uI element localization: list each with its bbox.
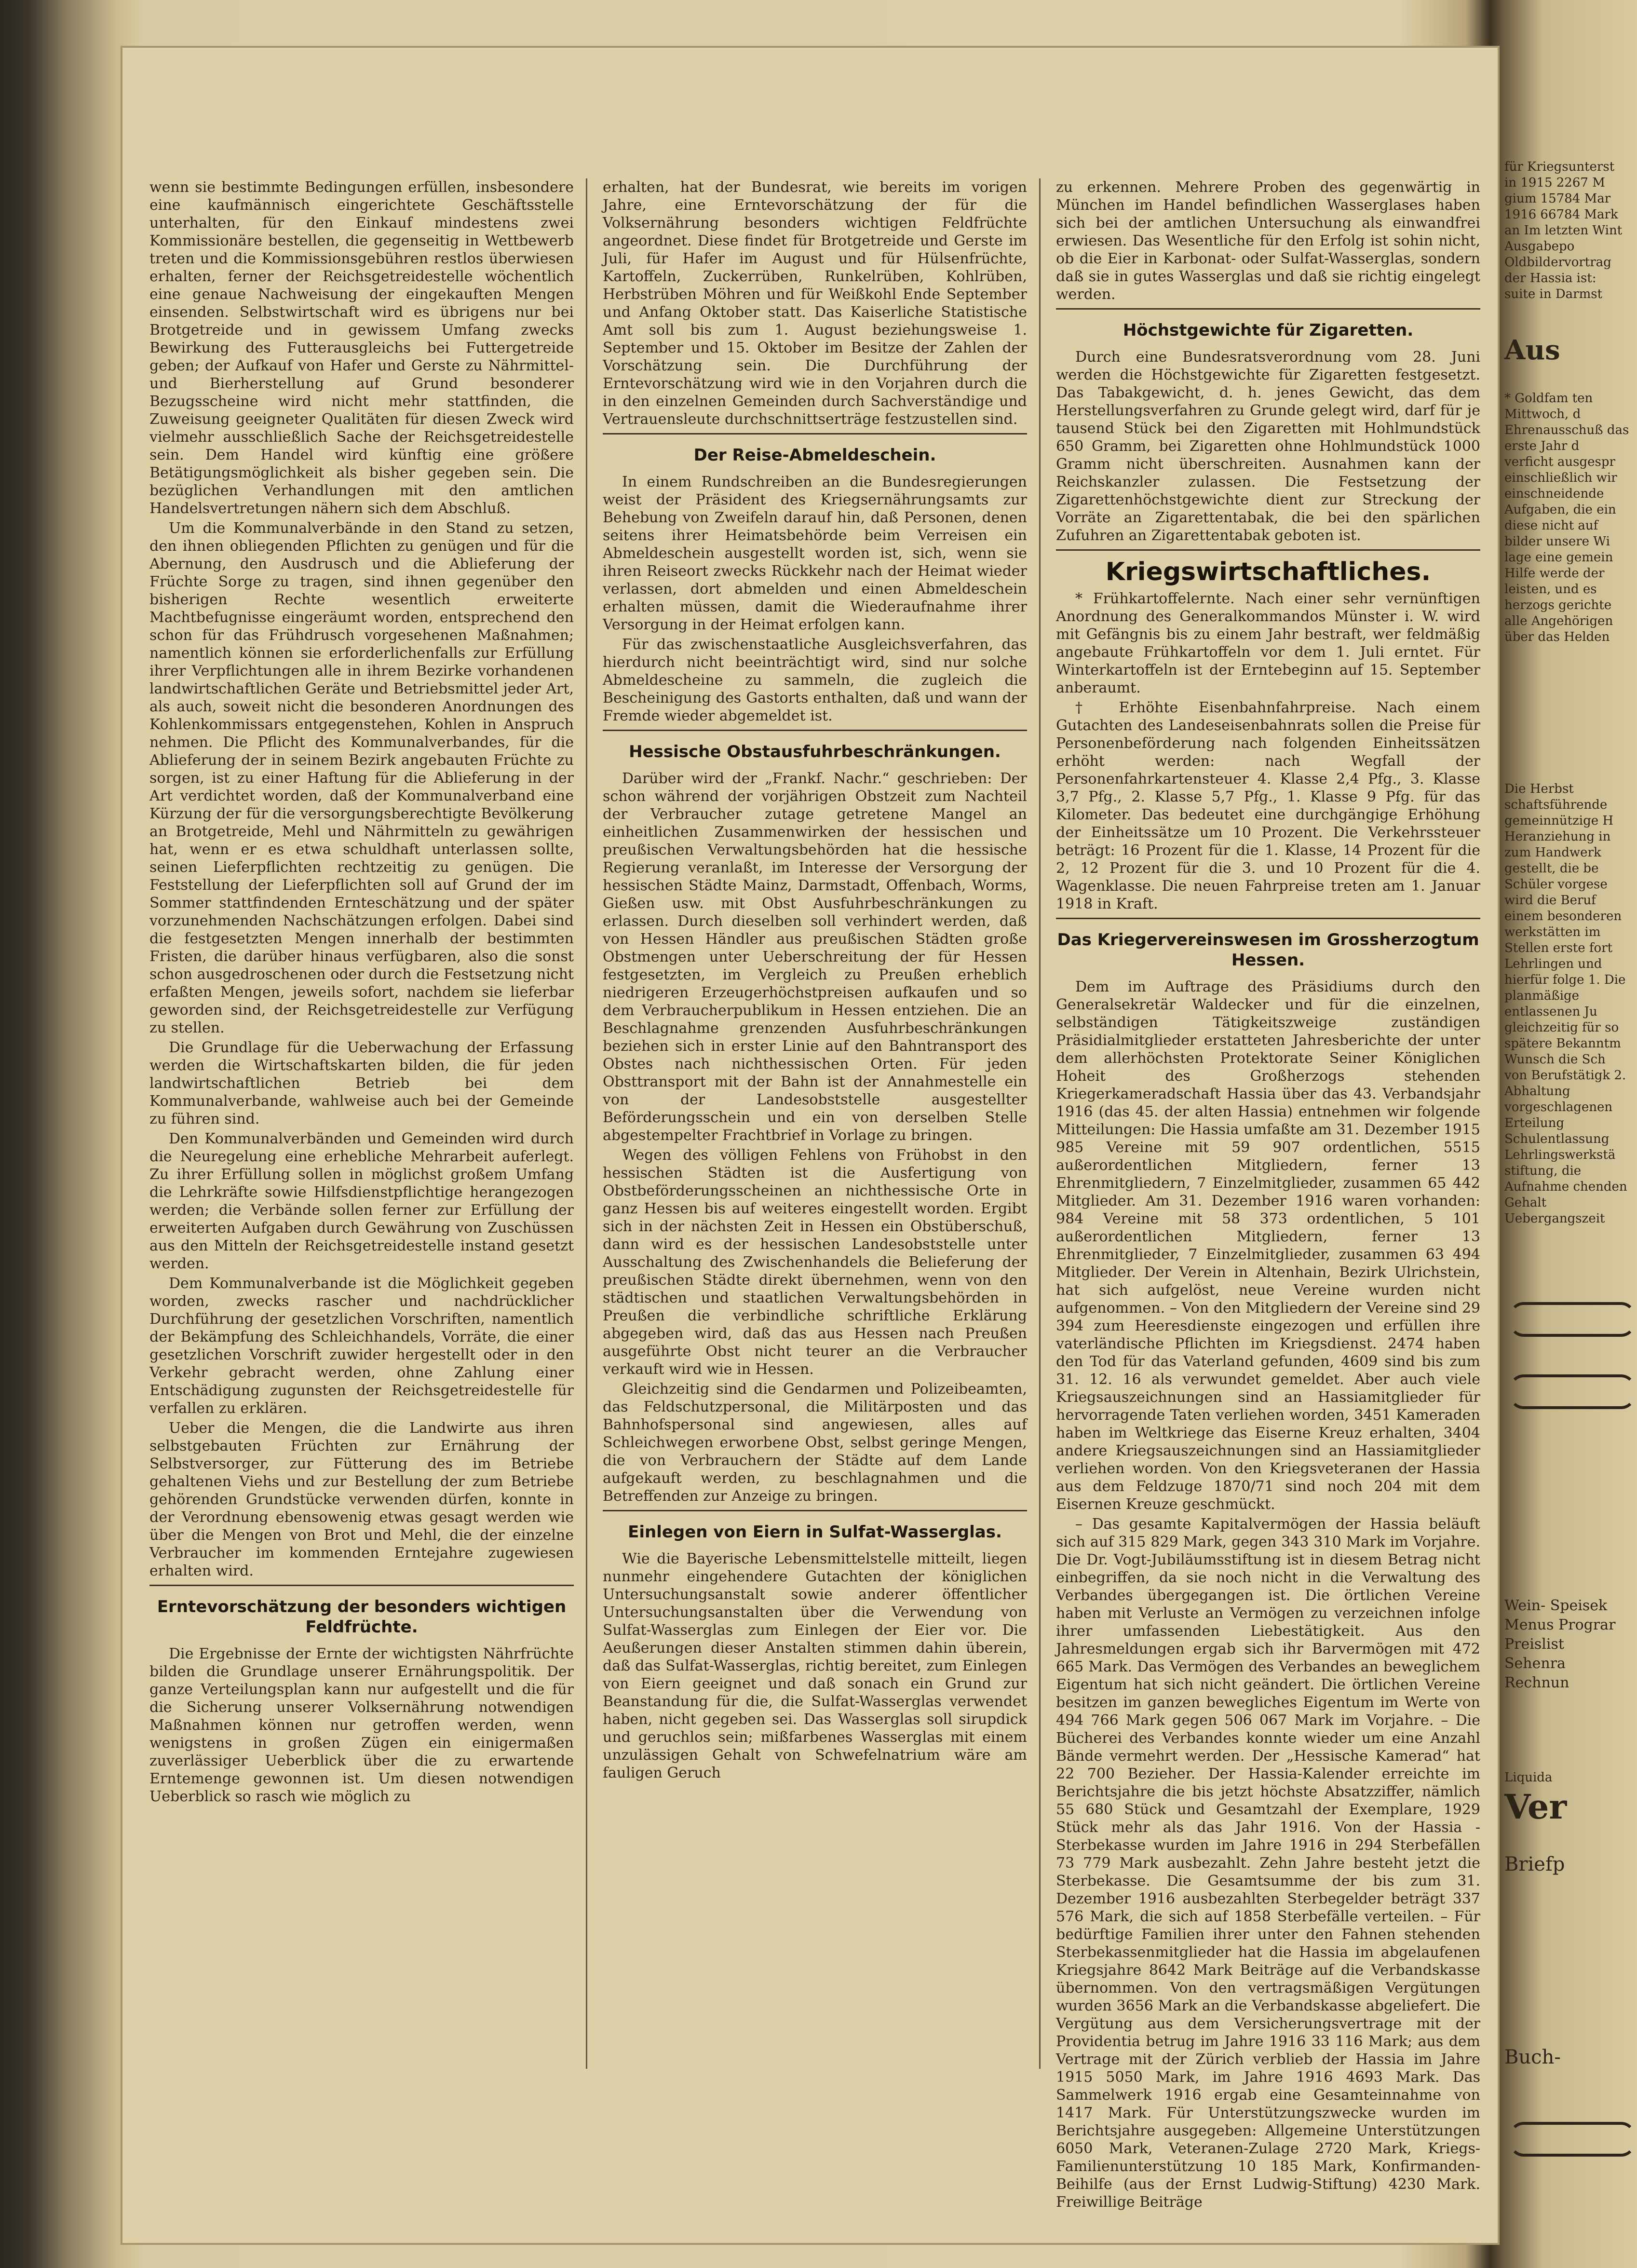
divider: [1056, 308, 1480, 310]
paragraph: Gleichzeitig sind die Gendarmen und Polizeibeamten, das Feldschutzpersonal, die Militärposten und das Bahnhofspersonal sind angewiesen, alles auf Schleichwegen erworbene Obst, selbst geringe Mengen, die von Verbrauchern der Städte auf dem Lande aufgekauft werden, zu beschlagnahmen und die Betreffenden zur Anzeige zu bringen.: [603, 1381, 1027, 1505]
paragraph: Die Grundlage für die Ueberwachung der Erfassung werden die Wirtschaftskarten bilden, die für jeden landwirtschaftlichen Betrieb bei dem Kommunalverbande, wahlweise auch bei der Gemeinde zu führen sind.: [149, 1039, 574, 1127]
paragraph: Durch eine Bundesratsverordnung vom 28. Juni werden die Höchstgewichte für Zigaretten festgesetzt. Das Tabakgewicht, d. h. jenes Gewicht, das dem Herstellungsverfahren zu Grunde gelegt wird, darf für je tausend Stück bei den Zigaretten mit Hohlmundstück 650 Gramm, bei Zigaretten ohne Hohlmundstück 1000 Gramm nicht überschreiten. Ausnahmen kann der Reichskanzler zulassen. Die Festsetzung der Zigarettenhöchstgewichte dient zur Streckung der Vorräte an Zigarettentabak, die bei den spärlichen Zufuhren an Zigarettentabak geboten ist.: [1056, 349, 1480, 544]
adjacent-headline: Aus: [1504, 334, 1560, 366]
paragraph: zu erkennen. Mehrere Proben des gegenwärtig in München im Handel befindlichen Wasserglases haben sich bei der amtlichen Untersuchung als einwandfrei erwiesen. Das Wesentliche für den Erfolg ist sohin nicht, ob die Eier in Karbonat- oder Sulfat-Wasserglas, sondern daß sie in gutes Wasserglas und daß sie richtig eingelegt werden.: [1056, 179, 1480, 303]
headline-erntevorschaetzung: Erntevorschätzung der besonders wichtigen Feldfrüchte.: [157, 1597, 567, 1637]
paragraph: † Erhöhte Eisenbahnfahrpreise. Nach einem Gutachten des Landeseisenbahnrats sollen die Preise für Personenbeförderung nach folgenden Einheitssätzen erhöht werden: nach Wegfall der Personenfahrkartensteuer 4. Klasse 2,4 Pfg., 3. Klasse 3,7 Pfg., 2. Klasse 5,7 Pfg., 1. Klasse 9 Pfg. für das Kilometer. Das bedeutet eine durchgängige Erhöhung der Einheitssätze um 10 Prozent. Die Verkehrssteuer beträgt: 16 Prozent für die 1. Klasse, 14 Prozent für die 2, 12 Prozent für die 3. und 10 Prozent für die 4. Wagenklasse. Die neuen Fahrpreise treten am 1. Januar 1918 in Kraft.: [1056, 699, 1480, 912]
headline-eier-sulfat: Einlegen von Eiern in Sulfat-Wasserglas.: [628, 1522, 1002, 1542]
column-3: [1056, 178, 1480, 2213]
divider: [603, 1510, 1027, 1511]
paragraph: – Das gesamte Kapitalvermögen der Hassia beläuft sich auf 315 829 Mark, gegen 343 310 Mark im Vorjahre. Die Dr. Vogt-Jubiläumsstiftung ist in diesem Betrag nicht einbegriffen, da sie noch nicht in die Verwaltung des Verbandes übergegangen ist. Die örtlichen Vereine haben mit Verluste an Vermögen zu verzeichnen infolge ihrer umfassenden Liebestätigkeit. Aus den Jahresmeldungen ergab sich ihr Barvermögen mit 472 665 Mark. Das Vermögen des Verbandes an beweglichem Eigentum hat sich nicht geändert. Die örtlichen Vereine besitzen im ganzen bewegliches Eigentum im Werte von 494 766 Mark gegen 506 067 Mark im Vorjahre. – Die Bücherei des Verbandes konnte wieder um eine Anzahl Bände vermehrt werden. Der „Hessische Kamerad“ hat 22 700 Bezieher. Der Hassia-Kalender erreichte im Berichtsjahre die bis jetzt höchste Absatzziffer, nämlich 55 680 Stück und Gesamtzahl der Exemplare, 1929 Stück mehr als das Jahr 1916. Von der Hassia - Sterbekasse wurden im Jahre 1916 in 294 Sterbefällen 73 779 Mark ausbezahlt. Zehn Jahre besteht jetzt die Sterbekasse. Die Gesamtsumme der bis zum 31. Dezember 1916 ausbezahlten Sterbegelder beträgt 337 576 Mark, die sich auf 1858 Sterbefälle verteilen. – Für bedürftige Familien ihrer unter den Fahnen stehenden Sterbekassenmitglieder hat die Hassia im abgelaufenen Kriegsjahre 8642 Mark Beiträge auf die Verbandskasse übernommen. Von den vertragsmäßigen Vergütungen wurden 3656 Mark an die Verbandskasse abgeliefert. Die Vergütung aus dem Versicherungsvertrage mit der Providentia betrug im Jahre 1916 33 116 Mark; aus dem Vertrage mit der Zürich verblieb der Hassia im Jahre 1915 5050 Mark, im Jahre 1916 4693 Mark. Das Sammelwerk 1916 ergab eine Gesamteinnahme von 1417 Mark. Für Unterstützungszwecke wurden im Berichtsjahre ausgegeben: Allgemeine Unterstützungen 6050 Mark, Veteranen-Zulage 2720 Mark, Kriegs-Familienunterstützung 10 185 Mark, Konfirmanden-Beihilfe (aus der Ernst Ludwig-Stiftung) 4230 Mark. Freiwillige Beiträge: [1056, 1516, 1480, 2211]
paragraph: * Frühkartoffelernte. Nach einer sehr vernünftigen Anordnung des Generalkommandos Münster i. W. wird mit Gefängnis bis zu einem Jahr bestraft, wer feldmäßig angebaute Frühkartoffeln vor dem 1. Juli erntet. Für Winterkartoffeln ist der Erntebeginn auf 15. September anberaumt.: [1056, 590, 1480, 696]
headline-obstausfuhr: Hessische Obstausfuhrbeschränkungen.: [629, 742, 1001, 761]
adjacent-text: für Kriegsunterst in 1915 2267 M gium 15784 Mar 1916 66784 Mark an Im letzten Wint Ausgabepo Oldbildervortrag der Hassia ist: suite in Darmst: [1504, 160, 1623, 301]
adjacent-text: Die Herbst schaftsführende gemeinnützige H Heranziehung in zum Handwerk gestellt, die be Schüler vorgese wird die Beruf einem besonderen werkstätten im Stellen erste fort Lehrlingen und hierfür folge 1. Die planmäßige entlassenen Ju gleichzeitig für so spätere Bekanntm Wunsch die Sch von Berufstätigk 2. Abhaltung vorgeschlagenen Erteilung Schulentlassung Lehrlingswerkstä stiftung, die Aufnahme chenden Gehalt Uebergangszeit: [1504, 782, 1627, 1226]
column-2: [603, 178, 1027, 1784]
adjacent-ad-text: Liquida: [1504, 1770, 1553, 1785]
divider: [1056, 918, 1480, 919]
ornament-border: [1509, 1374, 1636, 1409]
column-1: [149, 178, 574, 1807]
headline-zigaretten: Höchstgewichte für Zigaretten.: [1123, 321, 1414, 340]
paragraph: erhalten, hat der Bundesrat, wie bereits im vorigen Jahre, eine Erntevorschätzung der für die Volksernährung besonders wichtigen Feldfrüchte angeordnet. Diese findet für Brotgetreide und Gerste im Juli, für Hafer im August und für Hülsenfrüchte, Kartoffeln, Zuckerrüben, Runkelrüben, Kohlrüben, Herbstrüben Möhren und für Weißkohl Ende September und Anfang Oktober statt. Das Kaiserliche Statistische Amt soll bis zum 1. August beziehungsweise 1. September und 15. Oktober im Besitze der Zahlen der Vorschätzung sein. Die Durchführung der Erntevorschätzung wird wie in den Vorjahren durch die in den einzelnen Gemeinden durch Sachverständige und Vertrauensleute durchschnittserträge festzustellen sind.: [603, 179, 1027, 428]
adjacent-ad-text: Buch-: [1504, 2046, 1561, 2068]
adjacent-page-strip: [1495, 72, 1637, 2242]
paragraph: Ueber die Mengen, die die Landwirte aus ihren selbstgebauten Früchten zur Ernährung der Selbstversorger, zur Fütterung des im Betriebe gehaltenen Viehs und zur Bestellung der zum Betriebe gehörenden Grundstücke verwenden dürfen, konnte in der Verordnung ebensowenig etwas gesagt werden wie über die Mengen von Brot und Mehl, die der einzelne Verbraucher im kommenden Erntejahre zugewiesen erhalten wird.: [149, 1420, 574, 1579]
paragraph: Für das zwischenstaatliche Ausgleichsverfahren, das hierdurch nicht beeinträchtigt wird, sind nur solche Abmeldescheine zu sammeln, die zugleich die Bescheinigung des Gastorts enthalten, daß und wann der Fremde wieder abgemeldet ist.: [603, 636, 1027, 724]
paragraph: Darüber wird der „Frankf. Nachr.“ geschrieben: Der schon während der vorjährigen Obstzeit zum Nachteil der Verbraucher zutage getretene Mangel an einheitlichen Zusammenwirken der hessischen und preußischen Verwaltungsbehörden hat die hessische Regierung veranlaßt, im Interesse der Versorgung der hessischen Städte Mainz, Darmstadt, Offenbach, Worms, Gießen usw. mit Obst Ausfuhrbeschränkungen zu erlassen. Durch dieselben soll verhindert werden, daß von Hessen Händler aus preußischen Städten große Obstmengen unter Ueberschreitung der für Hessen festgesetzten, im Vergleich zu Preußen erheblich niedrigeren Erzeugerhöchstpreisen aufkaufen und so dem Verbraucherpublikum in Hessen entziehen. Die an Beschlagnahme grenzenden Ausfuhrbeschränkungen beziehen sich in erster Linie auf den Bahntransport des Obstes nach nichthessischen Orten. Für jeden Obsttransport mit der Bahn ist der Annahmestelle ein von der Landesobststelle ausgestellter Beförderungsschein und ein von derselben Stelle abgestempelter Frachtbrief in Vorlage zu bringen.: [603, 770, 1027, 1144]
headline-reise-abmeldeschein: Der Reise-Abmeldeschein.: [693, 446, 936, 465]
column-rule: [1039, 178, 1041, 2069]
paragraph: Dem im Auftrage des Präsidiums durch den Generalsekretär Waldecker und für die einzelnen, selbständigen Tätigkeitszweige zuständigen Präsidialmitglieder erstatteten Jahresberichte der unter dem allerhöchsten Protektorate Seiner Königlichen Hoheit des Großherzogs stehenden Kriegerkameradschaft Hassia über das 43. Verbandsjahr 1916 (das 45. der alten Hassia) entnehmen wir folgende Mitteilungen: Die Hassia umfaßte am 31. Dezember 1915 985 Vereine mit 59 907 ordentlichen, 5515 außerordentlichen Mitgliedern, ferner 13 Ehrenmitgliedern, 7 Einzelmitglieder, zusammen 65 442 Mitglieder. Am 31. Dezember 1916 waren vorhanden: 984 Vereine mit 58 373 ordentlichen, 5 101 außerordentlichen Mitgliedern, ferner 13 Ehrenmitglieder, 7 Einzelmitglieder, zusammen 63 494 Mitglieder. Der Verein in Altenhain, Bezirk Ulrichstein, hat sich aufgelöst, neue Vereine wurden nicht aufgenommen. – Von den Mitgliedern der Vereine sind 29 394 zum Heeresdienste eingezogen und erfüllen ihre vaterländische Pflichten im Kriegsdienst. 2474 haben den Tod für das Vaterland gefunden, 4609 sind bis zum 31. 12. 16 als verwundet gemeldet. Aber auch viele Kriegsauszeichnungen sind an Hassiamitglieder für hervorragende Taten verliehen worden, 3451 Kameraden haben im Weltkriege das Eiserne Kreuz erhalten, 3404 andere Kriegsauszeichnungen sind an Hassiamitglieder verliehen worden. Von den Kriegsveteranen der Hassia aus dem Feldzuge 1870/71 sind noch 204 mit dem Eisernen Kreuze geschmückt.: [1056, 978, 1480, 1513]
adjacent-ad-text: Briefp: [1504, 1853, 1565, 1875]
headline-kriegervereinswesen: Das Kriegervereinswesen im Grossherzogtum Hessen.: [1057, 930, 1479, 970]
paragraph: Um die Kommunalverbände in den Stand zu setzen, den ihnen obliegenden Pflichten zu genügen und für die Abernung, den Ausdrusch und die Ablieferung der Früchte Sorge zu tragen, sind ihnen gegenüber den bisherigen Rechte wesentlich erweiterte Machtbefugnisse eingeräumt worden, entsprechend den schon für das Frühdrusch vorgesehenen Maßnahmen; namentlich können sie erforderlichenfalls zur Erfüllung ihrer Verpflichtungen alle in ihrem Bezirke vorhandenen landwirtschaftlichen Geräte und Betriebsmittel jeder Art, als auch, soweit nicht die besonderen Anordnungen des Kohlenkommissars entgegenstehen, Kohlen in Anspruch nehmen. Die Pflicht des Kommunalverbandes, für die Ablieferung der in seinem Bezirk angebauten Früchte zu sorgen, ist zu einer Haftung für die Ablieferung in der Art verdichtet worden, daß der Kommunalverband eine Kürzung der für die versorgungsberechtigte Bevölkerung an Brotgetreide, Mehl und Nährmitteln zu gewährigen hat, wenn er es etwa schuldhaft unterlassen sollte, seinen Lieferpflichten rechtzeitig zu genügen. Die Feststellung der Lieferpflichten soll auf Grund der im Sommer stattfindenden Ernteschätzung und der später vorzunehmenden Nachschätzungen erfolgen. Dabei sind die festgesetzten Mengen innerhalb der bestimmten Fristen, die darüber hinaus verfügbaren, also die sonst schon ausgedroschenen oder durch die Festsetzung nicht erfaßten Mengen, jeweils sofort, nachdem sie lieferbar geworden sind, der Reichsgetreidestelle zur Verfügung zu stellen.: [149, 520, 574, 1036]
paragraph: Den Kommunalverbänden und Gemeinden wird durch die Neuregelung eine erhebliche Mehrarbeit auferlegt. Zu ihrer Erfüllung sollen in möglichst großem Umfang die Lehrkräfte sowie Hilfsdienstpflichtige herangezogen werden; die Verbände sollen ferner zur Erfüllung der erweiterten Aufgaben durch Gewährung von Zuschüssen aus den Mitteln der Reichsgetreidestelle instand gesetzt werden.: [149, 1130, 574, 1272]
adjacent-ad-text: Wein- Speisek Menus Prograr Preislist Sehenra Rechnun: [1504, 1597, 1616, 1691]
divider: [603, 730, 1027, 731]
paragraph: Die Ergebnisse der Ernte der wichtigsten Nährfrüchte bilden die Grundlage unserer Ernährungspolitik. Der ganze Verteilungsplan kann nur aufgestellt und die für die Sicherung unserer Volksernährung notwendigen Maßnahmen können nur getroffen werden, wenn wenigstens in großen Zügen ein einigermaßen zuverlässiger Ueberblick über die zu erwartende Erntemenge gewonnen ist. Um diesen notwendigen Ueberblick so rasch wie möglich zu: [149, 1645, 574, 1805]
divider: [149, 1585, 574, 1586]
headline-kriegswirtschaftliches: Kriegswirtschaftliches.: [1105, 557, 1431, 586]
divider: [1056, 549, 1480, 551]
article-columns: [149, 178, 1480, 2211]
adjacent-ad-headline: Ver: [1504, 1787, 1567, 1827]
ornament-border: [1509, 1302, 1636, 1337]
paragraph: In einem Rundschreiben an die Bundesregierungen weist der Präsident des Kriegsernährungsamts zur Behebung von Zweifeln darauf hin, daß Personen, denen seitens ihrer Heimatsbehörde beim Verreisen ein Abmeldeschein ausgestellt worden ist, sich, wenn sie ihren Reiseort zwecks Rückkehr nach der Heimat wieder verlassen, dort abmelden und einen Abmeldeschein erhalten müssen, damit die Wiederaufnahme ihrer Versorgung in der Heimat erfolgen kann.: [603, 474, 1027, 633]
paragraph: wenn sie bestimmte Bedingungen erfüllen, insbesondere eine kaufmännisch eingerichtete Geschäftsstelle unterhalten, für den Einkauf mindestens zwei Kommissionäre bestellen, die gegenseitig in Wettbewerb treten und die Kommissionsgebühren restlos überwiesen erhalten, ferner der Reichsgetreidestelle wöchentlich eine genaue Nachweisung der eingekauften Mengen einsenden. Selbstwirtschaft wird es übrigens nur bei Brotgetreide und in gewissem Umfang zwecks Bewirkung des Futterausgleichs bei Futtergetreide geben; der Aufkauf von Hafer und Gerste zu Nährmittel- und Bierherstellung auf Grund besonderer Bezugsscheine wird nicht mehr stattfinden, die Zuweisung geeigneter Qualitäten für diesen Zweck wird vielmehr ausschließlich Sache der Reichsgetreidestelle sein. Dem Handel wird künftig eine größere Betätigungsmöglichkeit als bisher gegeben sein. Die bezüglichen Verhandlungen mit den amtlichen Handelsvertretungen nähern sich dem Abschluß.: [149, 179, 574, 517]
divider: [603, 433, 1027, 435]
paragraph: Dem Kommunalverbande ist die Möglichkeit gegeben worden, zwecks rascher und nachdrücklicher Durchführung der gesetzlichen Vorschriften, namentlich der Bekämpfung des Schleichhandels, Vorräte, die einer gesetzlichen Vorschrift zuwider hergestellt oder in den Verkehr gebracht werden, ohne Zahlung einer Entschädigung zugunsten der Reichsgetreidestelle für verfallen zu erklären.: [149, 1275, 574, 1417]
paragraph: Wegen des völligen Fehlens von Frühobst in den hessischen Städten ist die Ausfertigung von Obstbeförderungsscheinen an nichthessische Orte in ganz Hessen bis auf weiteres eingestellt worden. Ergibt sich in der nächsten Zeit in Hessen ein Obstüberschuß, dann wird es der hessischen Landesobststelle unter Ausschaltung des Zwischenhandels die Belieferung der preußischen Städte direkt übernehmen, wenn von den städtischen und staatlichen Verwaltungsbehörden in Preußen die verbindliche schriftliche Erklärung abgegeben wird, daß das aus Hessen nach Preußen ausgeführte Obst nicht teurer an die Verbraucher verkauft wird wie in Hessen.: [603, 1147, 1027, 1378]
ornament-border: [1509, 2122, 1636, 2157]
adjacent-text: * Goldfam ten Mittwoch, d Ehrenausschuß das erste Jahr d verficht ausgespr einschließlich wir einschneidende Aufgaben, die ein diese nicht auf bilder unsere Wi lage eine gemein Hilfe werde der leisten, und es herzogs gerichte alle Angehörigen über das Helden: [1504, 391, 1629, 644]
paragraph: Wie die Bayerische Lebensmittelstelle mitteilt, liegen nunmehr eingehendere Gutachten der königlichen Untersuchungsanstalt sowie anderer öffentlicher Untersuchungsanstalten über die Verwendung von Sulfat-Wasserglas zum Einlegen der Eier vor. Die Aeußerungen dieser Anstalten stimmen dahin überein, daß das Sulfat-Wasserglas, richtig bereitet, zum Einlegen von Eiern geeignet und daß sonach ein Grund zur Beanstandung für die, die Sulfat-Wasserglas verwendet haben, nicht gegeben sei. Das Wasserglas soll sirupdick und geruchlos sein; mißfarbenes Wasserglas mit einem unzulässigen Gehalt von Schwefelnatrium wäre am fauligen Geruch: [603, 1550, 1027, 1781]
column-rule: [586, 178, 587, 2069]
